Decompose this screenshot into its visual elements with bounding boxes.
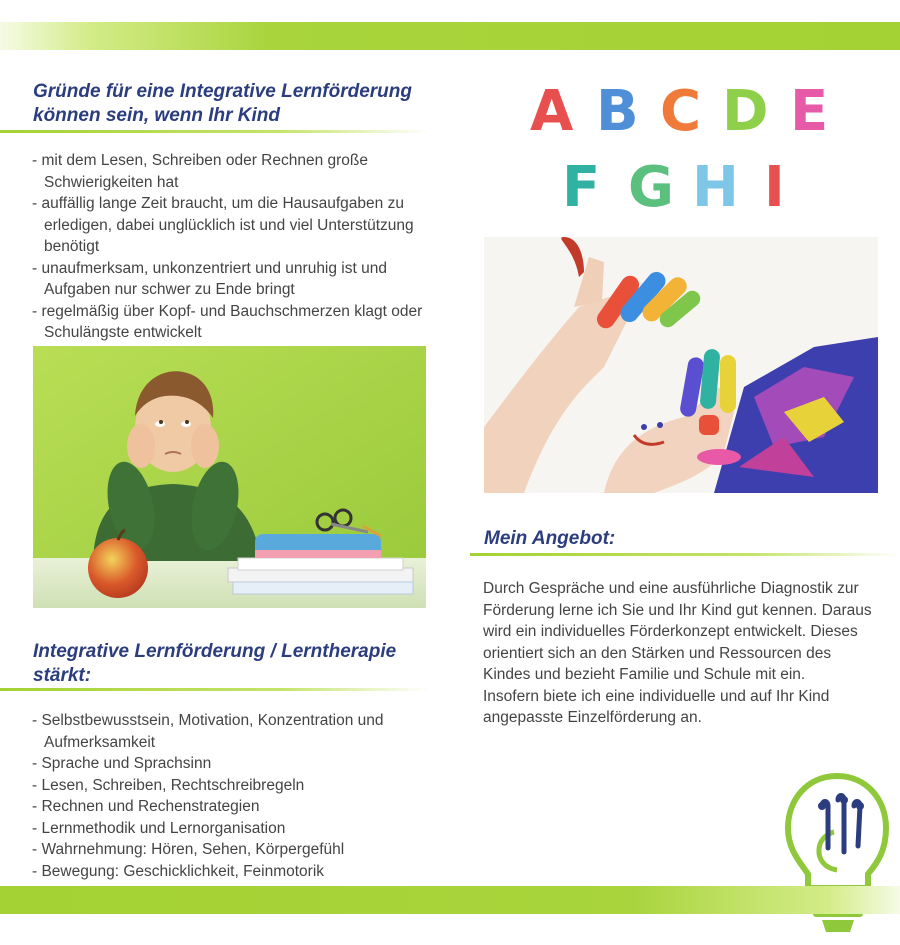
offer-heading-rule [470,553,900,556]
letter: I [764,155,785,220]
list-item: - Selbstbewusstsein, Motivation, Konzentration und Aufmerksamkeit [32,710,442,753]
offer-text-1: Durch Gespräche und eine ausführliche Diagnostik zur Förderung lerne ich Sie und Ihr Kind gut kennen. Daraus wird ein individuelles Förderkonzept entwickelt. Dieses orientiert sich an den Stärken und Ressourcen des Kindes und bezieht Familie und Schule mit ein. [483,580,872,683]
letter: C [660,79,702,144]
reasons-heading-line2: können sein, wenn Ihr Kind [33,105,281,126]
list-item: - Rechnen und Rechenstrategien [32,796,442,818]
letter: E [790,79,829,144]
offer-text-2: Insofern biete ich eine individuelle und auf Ihr Kind angepasste Einzelförderung an. [483,687,830,726]
list-item: - Lesen, Schreiben, Rechtschreibregeln [32,775,442,797]
strengths-heading-rule [0,688,430,691]
reasons-heading [33,80,453,128]
letter: A [530,79,574,144]
letter: D [722,79,769,144]
letter: H [692,155,739,220]
reasons-heading-rule [0,130,430,133]
top-green-band [0,22,900,50]
lightbulb-head-logo-icon [782,770,892,940]
list-item: - Sprache und Sprachsinn [32,753,442,775]
reasons-heading-line1: Gründe für eine Integrative Lernförderung [33,81,412,102]
reasons-list [32,150,437,344]
list-item: - unaufmerksam, unkonzentriert und unruhig ist und Aufgaben nur schwer zu Ende bringt [32,258,437,301]
boy-at-desk-photo [33,346,426,608]
strengths-heading [33,640,453,688]
offer-heading: Mein Angebot: [484,528,616,549]
list-item: - regelmäßig über Kopf- und Bauchschmerzen klagt oder Schulängste entwickelt [32,301,437,344]
letter: G [628,155,674,220]
strengths-list [32,710,442,882]
list-item: - Wahrnehmung: Hören, Sehen, Körpergefühl [32,839,442,861]
painted-hands-photo [484,237,878,493]
strengths-heading-line2: stärkt: [33,665,92,686]
strengths-heading-line1: Integrative Lernförderung / Lerntherapie [33,641,397,662]
letter: B [596,79,639,144]
offer-paragraph [483,578,878,729]
list-item: - Bewegung: Geschicklichkeit, Feinmotorik [32,861,442,883]
list-item: - Lernmethodik und Lernorganisation [32,818,442,840]
bottom-green-band [0,886,900,914]
letter: F [562,155,601,220]
list-item: - auffällig lange Zeit braucht, um die Hausaufgaben zu erledigen, dabei unglücklich ist und viel Unterstützung benötigt [32,193,437,258]
list-item: - mit dem Lesen, Schreiben oder Rechnen große Schwierigkeiten hat [32,150,437,193]
